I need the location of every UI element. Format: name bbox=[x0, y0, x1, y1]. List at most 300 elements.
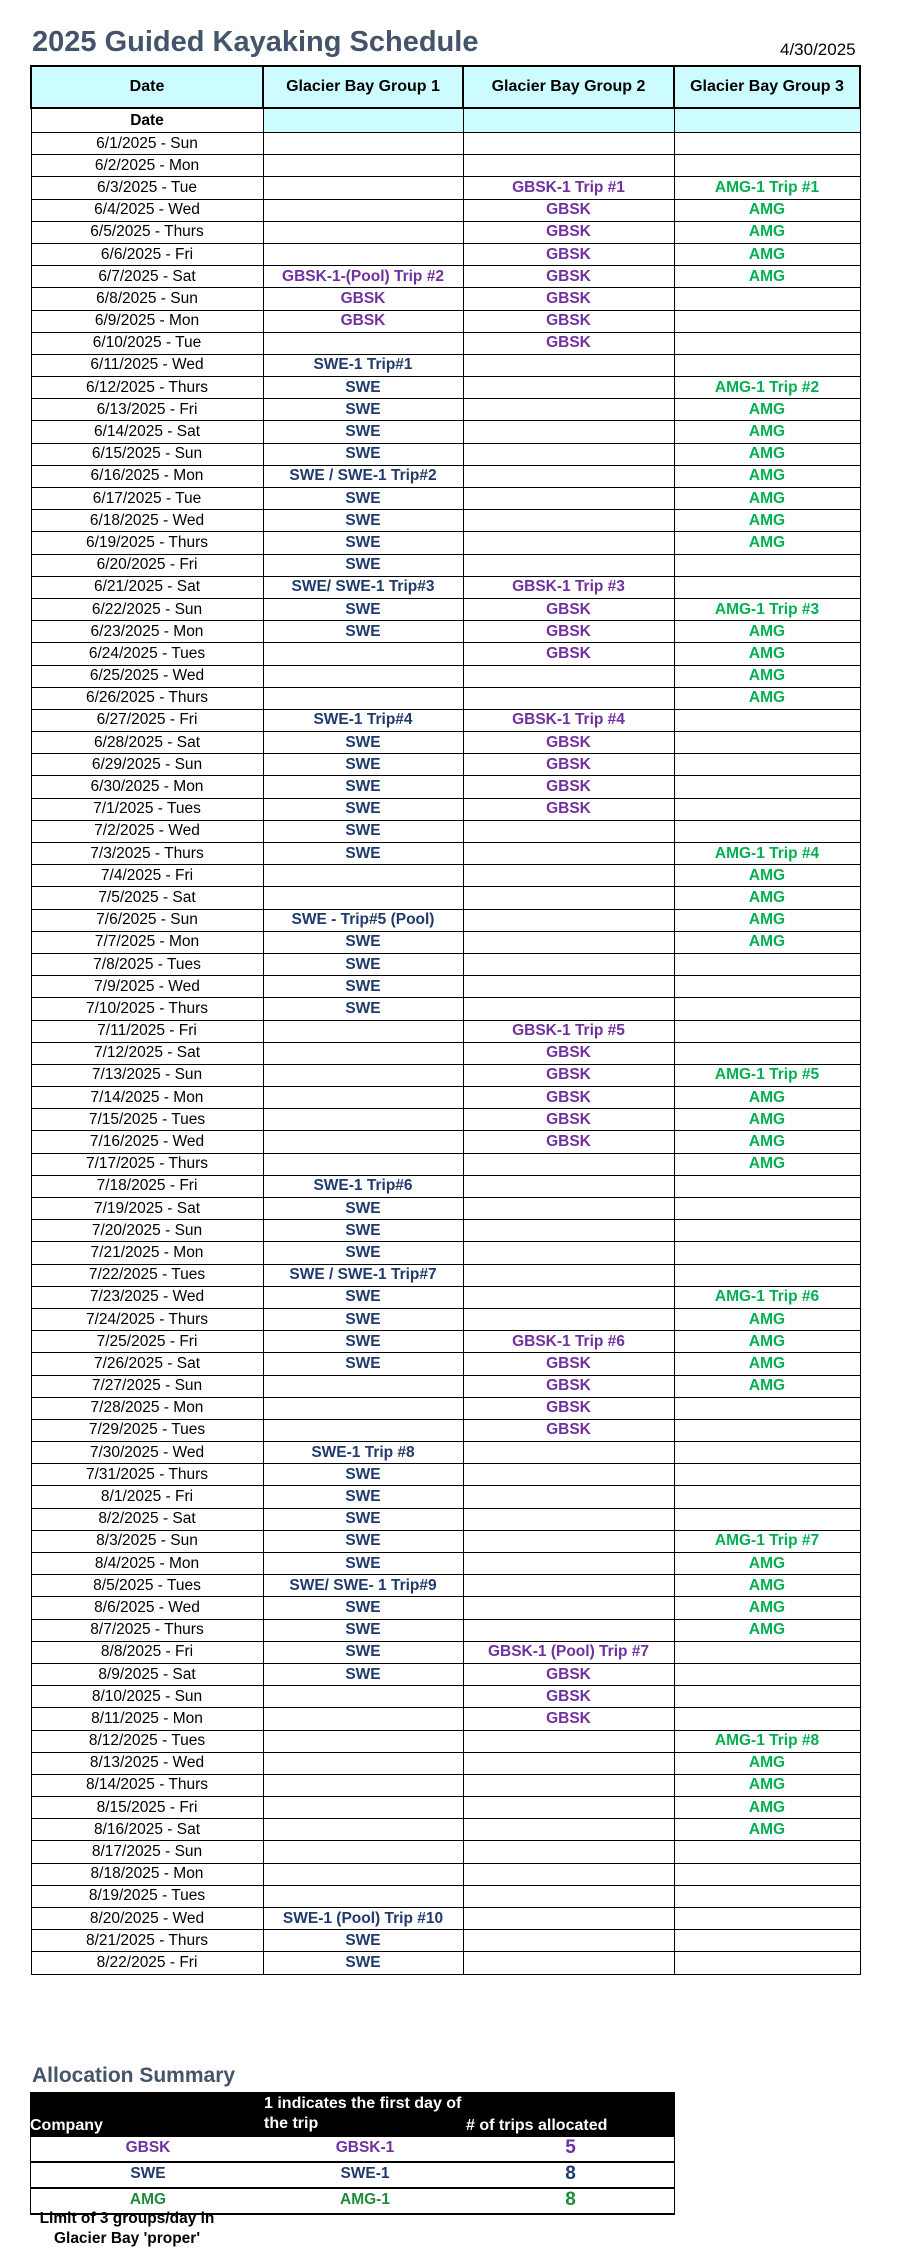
schedule-row bbox=[31, 1797, 860, 1819]
schedule-table bbox=[30, 65, 861, 1975]
group-2-cell: GBSK bbox=[463, 1419, 674, 1441]
group-1-cell bbox=[263, 687, 463, 709]
group-1-cell bbox=[263, 243, 463, 265]
allocation-summary-title: Allocation Summary bbox=[32, 2064, 236, 2087]
group-2-cell bbox=[463, 465, 674, 487]
group-3-cell: AMG bbox=[674, 1774, 860, 1796]
group-3-cell: AMG bbox=[674, 1331, 860, 1353]
group-2-cell: GBSK bbox=[463, 266, 674, 288]
schedule-row bbox=[31, 1087, 860, 1109]
group-3-cell bbox=[674, 1442, 860, 1464]
date-cell: 8/8/2025 - Fri bbox=[31, 1641, 263, 1663]
allocation-company: AMG bbox=[129, 2191, 167, 2208]
schedule-row bbox=[31, 1064, 860, 1086]
group-1-cell bbox=[263, 199, 463, 221]
date-cell: 6/14/2025 - Sat bbox=[31, 421, 263, 443]
group-3-cell bbox=[674, 776, 860, 798]
group-2-cell bbox=[463, 1220, 674, 1242]
schedule-row bbox=[31, 532, 860, 554]
group-1-cell: SWE-1 Trip#6 bbox=[263, 1175, 463, 1197]
group-1-cell bbox=[263, 1397, 463, 1419]
allocation-trip-code: SWE-1 bbox=[340, 2165, 390, 2182]
group-3-cell: AMG bbox=[674, 1752, 860, 1774]
date-cell: 8/22/2025 - Fri bbox=[31, 1952, 263, 1974]
group-2-cell bbox=[463, 1930, 674, 1952]
group-1-cell: SWE bbox=[263, 1619, 463, 1641]
date-cell: 7/8/2025 - Tues bbox=[31, 953, 263, 975]
date-cell: 7/18/2025 - Fri bbox=[31, 1175, 263, 1197]
schedule-row bbox=[31, 776, 860, 798]
group-3-cell: AMG bbox=[674, 643, 860, 665]
group-2-cell: GBSK-1 Trip #3 bbox=[463, 576, 674, 598]
schedule-row bbox=[31, 1419, 860, 1441]
group-3-cell: AMG bbox=[674, 199, 860, 221]
group-3-cell bbox=[674, 976, 860, 998]
group-2-cell bbox=[463, 1242, 674, 1264]
group-2-cell bbox=[463, 1175, 674, 1197]
schedule-row bbox=[31, 1619, 860, 1641]
group-3-cell bbox=[674, 820, 860, 842]
date-cell: 7/15/2025 - Tues bbox=[31, 1109, 263, 1131]
schedule-row bbox=[31, 488, 860, 510]
group-2-cell bbox=[463, 865, 674, 887]
allocation-trip-count: 8 bbox=[565, 2163, 576, 2184]
date-cell: 7/22/2025 - Tues bbox=[31, 1264, 263, 1286]
group-2-cell: GBSK bbox=[463, 310, 674, 332]
group-3-cell: AMG bbox=[674, 510, 860, 532]
group-3-cell: AMG-1 Trip #2 bbox=[674, 377, 860, 399]
group-3-cell bbox=[674, 1175, 860, 1197]
date-cell: 6/26/2025 - Thurs bbox=[31, 687, 263, 709]
schedule-row bbox=[31, 754, 860, 776]
date-cell: 7/1/2025 - Tues bbox=[31, 798, 263, 820]
date-cell: 7/28/2025 - Mon bbox=[31, 1397, 263, 1419]
group-3-cell bbox=[674, 1508, 860, 1530]
date-cell: 6/15/2025 - Sun bbox=[31, 443, 263, 465]
group-2-cell bbox=[463, 665, 674, 687]
group-1-cell: SWE bbox=[263, 488, 463, 510]
group-3-cell bbox=[674, 1242, 860, 1264]
group-2-cell bbox=[463, 532, 674, 554]
group-2-cell: GBSK-1 Trip #4 bbox=[463, 709, 674, 731]
group-2-cell bbox=[463, 687, 674, 709]
group-3-cell bbox=[674, 1885, 860, 1907]
group-3-cell: AMG bbox=[674, 887, 860, 909]
schedule-row bbox=[31, 1308, 860, 1330]
schedule-row bbox=[31, 288, 860, 310]
schedule-row bbox=[31, 1264, 860, 1286]
group-1-cell: SWE - Trip#5 (Pool) bbox=[263, 909, 463, 931]
group-1-cell: SWE bbox=[263, 732, 463, 754]
schedule-row bbox=[31, 598, 860, 620]
date-cell: 6/18/2025 - Wed bbox=[31, 510, 263, 532]
sub-header-row bbox=[31, 108, 860, 133]
schedule-row bbox=[31, 221, 860, 243]
group-3-cell bbox=[674, 1863, 860, 1885]
date-cell: 7/27/2025 - Sun bbox=[31, 1375, 263, 1397]
allocation-header-trips: # of trips allocated bbox=[466, 2117, 608, 2134]
schedule-row bbox=[31, 1042, 860, 1064]
group-1-cell: SWE bbox=[263, 1486, 463, 1508]
group-2-cell: GBSK bbox=[463, 199, 674, 221]
group-1-cell: SWE bbox=[263, 377, 463, 399]
date-cell: 6/27/2025 - Fri bbox=[31, 709, 263, 731]
group-2-cell bbox=[463, 1508, 674, 1530]
schedule-row bbox=[31, 1863, 860, 1885]
group-3-cell bbox=[674, 1220, 860, 1242]
schedule-row bbox=[31, 1353, 860, 1375]
group-1-cell: SWE-1 Trip#4 bbox=[263, 709, 463, 731]
schedule-row bbox=[31, 931, 860, 953]
group-2-cell bbox=[463, 887, 674, 909]
group-1-cell: SWE bbox=[263, 421, 463, 443]
group-2-cell bbox=[463, 1819, 674, 1841]
schedule-row bbox=[31, 1819, 860, 1841]
allocation-trip-count: 8 bbox=[565, 2189, 576, 2210]
date-cell: 8/12/2025 - Tues bbox=[31, 1730, 263, 1752]
date-cell: 7/25/2025 - Fri bbox=[31, 1331, 263, 1353]
group-1-cell bbox=[263, 1708, 463, 1730]
group-3-cell: AMG bbox=[674, 621, 860, 643]
date-cell: 8/15/2025 - Fri bbox=[31, 1797, 263, 1819]
group-2-cell bbox=[463, 1908, 674, 1930]
schedule-row bbox=[31, 953, 860, 975]
group-1-cell: SWE bbox=[263, 1663, 463, 1685]
group-1-cell: SWE bbox=[263, 820, 463, 842]
group-2-cell bbox=[463, 1442, 674, 1464]
group-1-cell bbox=[263, 1020, 463, 1042]
date-cell: 8/17/2025 - Sun bbox=[31, 1841, 263, 1863]
group-2-cell bbox=[463, 820, 674, 842]
date-cell: 6/28/2025 - Sat bbox=[31, 732, 263, 754]
schedule-row bbox=[31, 354, 860, 376]
group-3-cell bbox=[674, 1908, 860, 1930]
group-2-cell bbox=[463, 1464, 674, 1486]
group-1-cell bbox=[263, 1064, 463, 1086]
date-cell: 7/24/2025 - Thurs bbox=[31, 1308, 263, 1330]
group-3-cell bbox=[674, 576, 860, 598]
schedule-row bbox=[31, 1397, 860, 1419]
schedule-row bbox=[31, 798, 860, 820]
schedule-row bbox=[31, 1952, 860, 1974]
date-cell: 8/4/2025 - Mon bbox=[31, 1553, 263, 1575]
group-2-cell: GBSK bbox=[463, 1131, 674, 1153]
group-2-cell: GBSK bbox=[463, 1397, 674, 1419]
group-3-cell bbox=[674, 1419, 860, 1441]
group-3-cell: AMG bbox=[674, 488, 860, 510]
group-2-cell: GBSK bbox=[463, 243, 674, 265]
schedule-row bbox=[31, 1286, 860, 1308]
column-header-group-1: Glacier Bay Group 1 bbox=[263, 66, 463, 108]
group-1-cell: SWE bbox=[263, 1952, 463, 1974]
group-3-cell bbox=[674, 798, 860, 820]
group-2-cell bbox=[463, 1863, 674, 1885]
group-3-cell bbox=[674, 998, 860, 1020]
group-2-cell bbox=[463, 1486, 674, 1508]
group-2-cell: GBSK-1 (Pool) Trip #7 bbox=[463, 1641, 674, 1663]
group-2-cell: GBSK bbox=[463, 598, 674, 620]
schedule-row bbox=[31, 266, 860, 288]
group-1-cell: SWE bbox=[263, 1553, 463, 1575]
date-cell: 7/23/2025 - Wed bbox=[31, 1286, 263, 1308]
group-1-cell: SWE-1 Trip #8 bbox=[263, 1442, 463, 1464]
group-3-cell bbox=[674, 1841, 860, 1863]
schedule-row bbox=[31, 421, 860, 443]
group-3-cell bbox=[674, 709, 860, 731]
group-2-cell: GBSK bbox=[463, 776, 674, 798]
schedule-row bbox=[31, 199, 860, 221]
date-cell: 7/13/2025 - Sun bbox=[31, 1064, 263, 1086]
schedule-row bbox=[31, 1730, 860, 1752]
group-2-cell bbox=[463, 953, 674, 975]
schedule-row bbox=[31, 1530, 860, 1552]
group-3-cell: AMG bbox=[674, 865, 860, 887]
group-1-cell bbox=[263, 177, 463, 199]
group-1-cell bbox=[263, 1153, 463, 1175]
date-cell: 8/10/2025 - Sun bbox=[31, 1686, 263, 1708]
schedule-header-row bbox=[31, 66, 860, 108]
schedule-row bbox=[31, 554, 860, 576]
group-3-cell bbox=[674, 953, 860, 975]
schedule-row bbox=[31, 155, 860, 177]
group-2-cell bbox=[463, 931, 674, 953]
group-3-cell: AMG-1 Trip #7 bbox=[674, 1530, 860, 1552]
group-1-cell: SWE bbox=[263, 931, 463, 953]
group-1-cell bbox=[263, 1686, 463, 1708]
group-1-cell: SWE bbox=[263, 621, 463, 643]
date-cell: 8/18/2025 - Mon bbox=[31, 1863, 263, 1885]
group-3-cell: AMG bbox=[674, 1553, 860, 1575]
group-1-cell bbox=[263, 1131, 463, 1153]
date-cell: 6/11/2025 - Wed bbox=[31, 354, 263, 376]
allocation-header-company: Company bbox=[30, 2117, 103, 2134]
group-3-cell bbox=[674, 754, 860, 776]
schedule-row bbox=[31, 687, 860, 709]
group-1-cell: SWE bbox=[263, 1331, 463, 1353]
group-2-cell bbox=[463, 1952, 674, 1974]
schedule-row bbox=[31, 709, 860, 731]
group-1-cell bbox=[263, 1752, 463, 1774]
group-1-cell: SWE bbox=[263, 443, 463, 465]
group-1-cell: SWE / SWE-1 Trip#7 bbox=[263, 1264, 463, 1286]
schedule-row bbox=[31, 1242, 860, 1264]
schedule-row bbox=[31, 1464, 860, 1486]
group-3-cell: AMG bbox=[674, 532, 860, 554]
group-1-cell: SWE bbox=[263, 798, 463, 820]
schedule-row bbox=[31, 1220, 860, 1242]
date-cell: 6/17/2025 - Tue bbox=[31, 488, 263, 510]
group-3-cell: AMG-1 Trip #6 bbox=[674, 1286, 860, 1308]
group-2-cell bbox=[463, 1752, 674, 1774]
group-2-cell bbox=[463, 909, 674, 931]
group-3-cell bbox=[674, 732, 860, 754]
schedule-row bbox=[31, 133, 860, 155]
schedule-row bbox=[31, 887, 860, 909]
group-1-cell: SWE bbox=[263, 1597, 463, 1619]
date-cell: 6/20/2025 - Fri bbox=[31, 554, 263, 576]
group-3-cell: AMG-1 Trip #5 bbox=[674, 1064, 860, 1086]
group-2-cell: GBSK bbox=[463, 288, 674, 310]
group-3-cell: AMG bbox=[674, 931, 860, 953]
group-2-cell bbox=[463, 354, 674, 376]
date-cell: 7/10/2025 - Thurs bbox=[31, 998, 263, 1020]
group-3-cell: AMG bbox=[674, 1131, 860, 1153]
schedule-row bbox=[31, 843, 860, 865]
group-3-cell: AMG bbox=[674, 1109, 860, 1131]
date-cell: 7/7/2025 - Mon bbox=[31, 931, 263, 953]
group-3-cell bbox=[674, 1397, 860, 1419]
date-cell: 8/6/2025 - Wed bbox=[31, 1597, 263, 1619]
sub-header-date: Date bbox=[31, 108, 263, 133]
page-title: 2025 Guided Kayaking Schedule bbox=[32, 26, 479, 58]
group-2-cell bbox=[463, 1619, 674, 1641]
group-3-cell: AMG bbox=[674, 1819, 860, 1841]
date-cell: 6/29/2025 - Sun bbox=[31, 754, 263, 776]
group-3-cell: AMG bbox=[674, 665, 860, 687]
group-2-cell: GBSK bbox=[463, 1708, 674, 1730]
date-cell: 6/19/2025 - Thurs bbox=[31, 532, 263, 554]
date-cell: 6/8/2025 - Sun bbox=[31, 288, 263, 310]
group-2-cell bbox=[463, 421, 674, 443]
schedule-row bbox=[31, 443, 860, 465]
date-cell: 8/3/2025 - Sun bbox=[31, 1530, 263, 1552]
group-2-cell bbox=[463, 1885, 674, 1907]
group-2-cell: GBSK bbox=[463, 1375, 674, 1397]
column-header-date: Date bbox=[31, 66, 263, 108]
schedule-row bbox=[31, 909, 860, 931]
group-1-cell: GBSK bbox=[263, 310, 463, 332]
schedule-row bbox=[31, 1575, 860, 1597]
group-3-cell bbox=[674, 554, 860, 576]
group-1-cell: GBSK-1-(Pool) Trip #2 bbox=[263, 266, 463, 288]
group-3-cell bbox=[674, 1952, 860, 1974]
group-3-cell: AMG bbox=[674, 687, 860, 709]
group-2-cell bbox=[463, 1730, 674, 1752]
group-1-cell: SWE bbox=[263, 776, 463, 798]
schedule-row bbox=[31, 1686, 860, 1708]
date-cell: 6/10/2025 - Tue bbox=[31, 332, 263, 354]
date-cell: 6/25/2025 - Wed bbox=[31, 665, 263, 687]
schedule-row bbox=[31, 1885, 860, 1907]
date-cell: 7/20/2025 - Sun bbox=[31, 1220, 263, 1242]
group-2-cell: GBSK bbox=[463, 332, 674, 354]
date-cell: 7/26/2025 - Sat bbox=[31, 1353, 263, 1375]
schedule-row bbox=[31, 643, 860, 665]
date-cell: 6/6/2025 - Fri bbox=[31, 243, 263, 265]
group-3-cell bbox=[674, 332, 860, 354]
group-1-cell: SWE bbox=[263, 1464, 463, 1486]
group-1-cell: SWE/ SWE-1 Trip#3 bbox=[263, 576, 463, 598]
group-3-cell: AMG bbox=[674, 1353, 860, 1375]
group-1-cell: SWE bbox=[263, 998, 463, 1020]
date-cell: 6/7/2025 - Sat bbox=[31, 266, 263, 288]
group-2-cell bbox=[463, 155, 674, 177]
allocation-row bbox=[30, 2163, 675, 2189]
date-cell: 8/11/2025 - Mon bbox=[31, 1708, 263, 1730]
group-3-cell bbox=[674, 1020, 860, 1042]
group-1-cell bbox=[263, 1375, 463, 1397]
date-cell: 7/14/2025 - Mon bbox=[31, 1087, 263, 1109]
group-1-cell bbox=[263, 887, 463, 909]
schedule-row bbox=[31, 865, 860, 887]
group-2-cell: GBSK bbox=[463, 1686, 674, 1708]
group-2-cell: GBSK-1 Trip #5 bbox=[463, 1020, 674, 1042]
allocation-company: SWE bbox=[130, 2165, 166, 2182]
schedule-row bbox=[31, 332, 860, 354]
date-cell: 8/13/2025 - Wed bbox=[31, 1752, 263, 1774]
date-cell: 8/21/2025 - Thurs bbox=[31, 1930, 263, 1952]
group-2-cell bbox=[463, 1530, 674, 1552]
date-cell: 6/2/2025 - Mon bbox=[31, 155, 263, 177]
group-3-cell: AMG bbox=[674, 243, 860, 265]
group-1-cell: SWE bbox=[263, 532, 463, 554]
group-2-cell bbox=[463, 1597, 674, 1619]
date-cell: 7/11/2025 - Fri bbox=[31, 1020, 263, 1042]
group-2-cell bbox=[463, 443, 674, 465]
group-2-cell: GBSK bbox=[463, 621, 674, 643]
schedule-row bbox=[31, 1641, 860, 1663]
schedule-row bbox=[31, 621, 860, 643]
group-2-cell: GBSK bbox=[463, 1087, 674, 1109]
date-cell: 8/7/2025 - Thurs bbox=[31, 1619, 263, 1641]
allocation-header-first-day-text: 1 indicates the first day of the trip bbox=[264, 2095, 462, 2132]
date-cell: 7/29/2025 - Tues bbox=[31, 1419, 263, 1441]
group-1-cell: SWE bbox=[263, 399, 463, 421]
group-1-cell bbox=[263, 1885, 463, 1907]
schedule-row bbox=[31, 1442, 860, 1464]
sub-header-cell bbox=[674, 108, 860, 133]
allocation-company: GBSK bbox=[125, 2139, 171, 2156]
group-1-cell bbox=[263, 1841, 463, 1863]
group-1-cell: SWE bbox=[263, 1930, 463, 1952]
date-cell: 7/3/2025 - Thurs bbox=[31, 843, 263, 865]
schedule-row bbox=[31, 1663, 860, 1685]
schedule-row bbox=[31, 1553, 860, 1575]
date-cell: 6/1/2025 - Sun bbox=[31, 133, 263, 155]
allocation-header-first-day-note bbox=[264, 2094, 464, 2134]
group-2-cell: GBSK bbox=[463, 221, 674, 243]
group-3-cell: AMG bbox=[674, 1308, 860, 1330]
group-1-cell: SWE-1 Trip#1 bbox=[263, 354, 463, 376]
group-3-cell: AMG bbox=[674, 1797, 860, 1819]
group-3-cell bbox=[674, 1042, 860, 1064]
group-3-cell bbox=[674, 1198, 860, 1220]
schedule-row bbox=[31, 1131, 860, 1153]
group-2-cell: GBSK bbox=[463, 798, 674, 820]
schedule-row bbox=[31, 1774, 860, 1796]
group-3-cell: AMG bbox=[674, 421, 860, 443]
group-1-cell bbox=[263, 1797, 463, 1819]
group-1-cell: SWE bbox=[263, 976, 463, 998]
group-3-cell: AMG bbox=[674, 465, 860, 487]
group-3-cell bbox=[674, 155, 860, 177]
group-2-cell bbox=[463, 1308, 674, 1330]
schedule-row bbox=[31, 1708, 860, 1730]
group-1-cell bbox=[263, 643, 463, 665]
date-cell: 7/16/2025 - Wed bbox=[31, 1131, 263, 1153]
group-2-cell: GBSK bbox=[463, 1353, 674, 1375]
sub-header-cell bbox=[463, 108, 674, 133]
print-date: 4/30/2025 bbox=[780, 40, 856, 59]
group-2-cell bbox=[463, 133, 674, 155]
schedule-row bbox=[31, 1508, 860, 1530]
allocation-header-row bbox=[30, 2092, 675, 2137]
date-cell: 8/20/2025 - Wed bbox=[31, 1908, 263, 1930]
schedule-row bbox=[31, 998, 860, 1020]
group-1-cell: SWE-1 (Pool) Trip #10 bbox=[263, 1908, 463, 1930]
group-2-cell bbox=[463, 1264, 674, 1286]
group-1-cell: SWE bbox=[263, 510, 463, 532]
